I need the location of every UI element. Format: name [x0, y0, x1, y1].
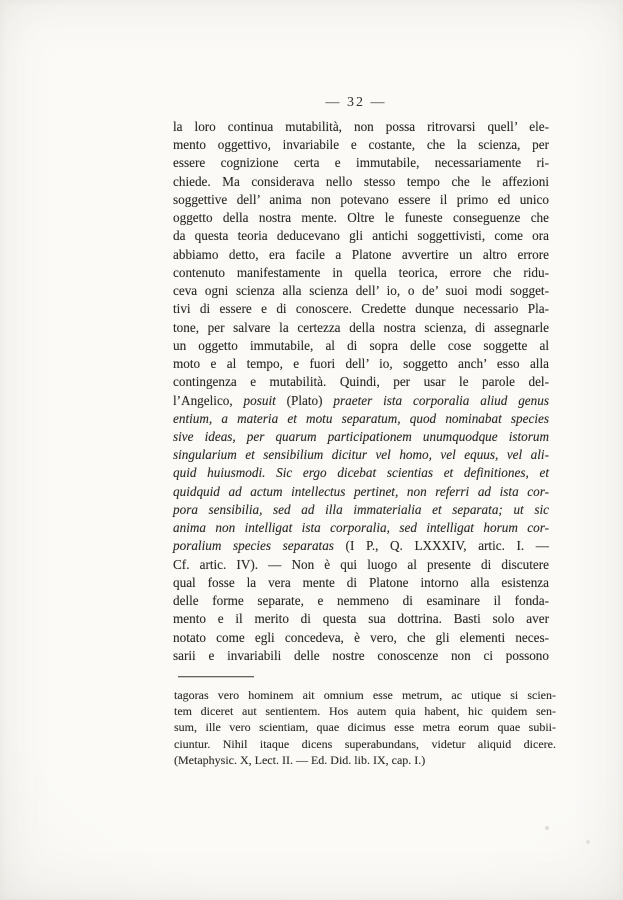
body-text: [173, 118, 549, 665]
body-line: da questa teoria deducevano gli antichi soggettivisti, come ora: [173, 228, 549, 244]
body-line: notato come egli concedeva, è vero, che gli elementi neces-: [173, 629, 549, 645]
page-number: — 32 —: [325, 95, 387, 110]
body-line: mento e il merito di questa sua dottrina. Basti solo aver: [173, 611, 549, 627]
body-line: l’Angelico, posuit (Plato) praeter ista corporalia aliud genus: [173, 392, 549, 408]
body-line: un oggetto immutabile, al di sopra delle cose soggette al: [173, 337, 549, 353]
body-line: essere cognizione certa e immutabile, necessariamente ri-: [173, 155, 549, 171]
footnote-line: (Metaphysic. X, Lect. II. — Ed. Did. lib. IX, cap. I.): [174, 752, 426, 767]
footnote-divider: [178, 676, 254, 677]
body-line: contenuto manifestamente in quella teorica, errore che ridu-: [173, 264, 549, 280]
body-line: contingenza e mutabilità. Quindi, per usar le parole del-: [173, 374, 549, 390]
body-line: abbiamo detto, era facile a Platone avvertire un altro errore: [173, 246, 549, 262]
body-line: tone, per salvare la certezza della nostra scienza, di assegnarle: [173, 319, 549, 335]
body-line: pora sensibilia, sed ad illa immaterialia et separata; ut sic: [173, 501, 549, 517]
body-line: sive ideas, per quarum participationem unumquodque istorum: [173, 428, 549, 444]
body-line: Cf. artic. IV). — Non è qui luogo al presente di discutere: [173, 556, 549, 572]
footnote-line: tem diceret aut sentientem. Hos autem quia habent, hic quidem sen-: [174, 704, 556, 719]
body-line: qual fosse la vera mente di Platone intorno alla esistenza: [173, 574, 549, 590]
body-line: singularium et sensibilium dicitur vel homo, vel equus, vel ali-: [173, 447, 549, 463]
footnote-line: tagoras vero hominem ait omnium esse metrum, ac utique si scien-: [174, 688, 556, 702]
body-line: tivi di essere e di conoscere. Credette dunque necessario Pla-: [173, 301, 549, 317]
body-line: moto e al tempo, e fuori dell’ io, soggetto anch’ esso alla: [173, 356, 549, 372]
footnote-line: sum, ille vero scientiam, quae dicimus esse metra eorum quae subii-: [174, 720, 556, 735]
body-line: mento oggettivo, invariabile e costante, che la scienza, per: [173, 137, 549, 153]
body-line: soggettive dell’ anima non potevano essere il primo ed unico: [173, 191, 549, 207]
footnote-line: ciuntur. Nihil itaque dicens superabundans, videtur aliquid dicere.: [174, 736, 556, 751]
body-line: quidquid ad actum intellectus pertinet, non referri ad ista cor-: [173, 483, 549, 499]
body-line: anima non intelligat ista corporalia, sed intelligat horum cor-: [173, 520, 549, 536]
body-line: quid huiusmodi. Sic ergo dicebat scientias et definitiones, et: [173, 465, 549, 481]
body-line: oggetto della nostra mente. Oltre le funeste conseguenze che: [173, 210, 549, 226]
body-line: la loro continua mutabilità, non possa ritrovarsi quell’ ele-: [173, 119, 549, 134]
body-line: entium, a materia et motu separatum, quod nominabat species: [173, 410, 549, 426]
body-line: delle forme separate, e nemmeno di esaminare il fonda-: [173, 593, 549, 609]
scan-speck: [586, 840, 590, 844]
body-line: ceva ogni scienza alla scienza dell’ io, o de’ suoi modi sogget-: [173, 283, 549, 299]
footnote-text: [174, 687, 556, 768]
body-line: chiede. Ma considerava nello stesso tempo che le affezioni: [173, 173, 549, 189]
body-line: sarii e invariabili delle nostre conoscenze non ci possono: [173, 647, 549, 663]
scan-speck: [545, 826, 549, 830]
body-line: poralium species separatas (I P., Q. LXXXIV, artic. I. —: [173, 538, 549, 554]
